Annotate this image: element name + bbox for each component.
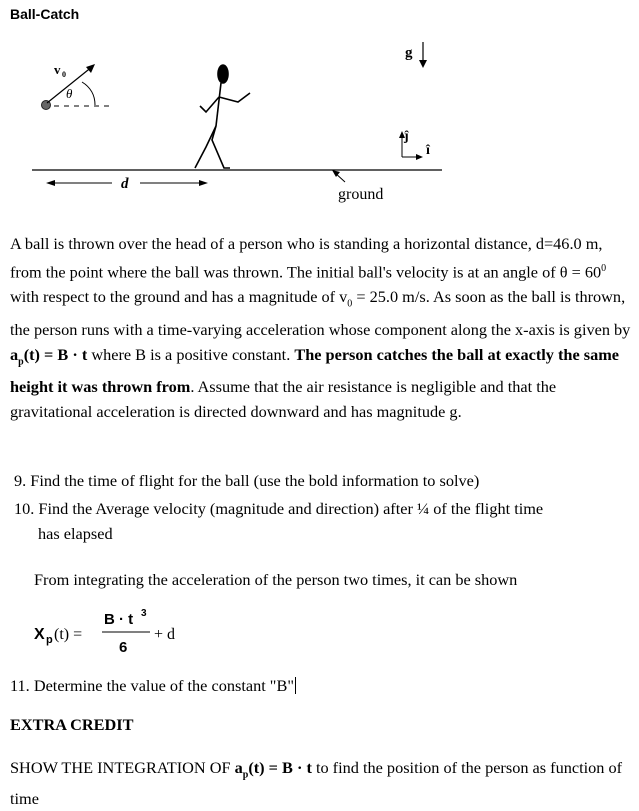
svg-text:p: p	[46, 634, 53, 646]
text-cursor	[295, 677, 296, 694]
svg-text:6: 6	[119, 639, 128, 656]
distance-arrowhead-right	[199, 180, 208, 186]
i-arrowhead	[416, 154, 423, 160]
theta-label: θ	[66, 86, 73, 101]
page-title: Ball-Catch	[10, 6, 80, 22]
position-formula	[34, 606, 234, 658]
angle-arc	[82, 82, 95, 105]
gravity-label: g	[405, 45, 413, 61]
question-9: 9. Find the time of flight for the ball (use the bold information to solve)	[14, 471, 480, 490]
gravity-arrowhead	[419, 60, 427, 68]
svg-text:X: X	[34, 626, 45, 643]
distance-label: d	[121, 176, 129, 192]
problem-statement: A ball is thrown over the head of a person who is standing a horizontal distance, d=46.0 m, from the point where the ball was thrown. The initial ball's velocity is at an angle of $\theta = 60^0$ with respect to the ground and has a magnitude of $v_0 = 25.0$ m/s. As soon as the ball is thrown, the person runs with a time-varying acceleration whose component along the x-axis is given by $a_p(t) = B \cdot t$ where B is a positive constant. The person catches the ball at exactly the same height it was thrown from. Assume that the air resistance is negligible and that the gravitational acceleration is directed downward and has magnitude g.	[10, 234, 631, 421]
svg-text:+ d: + d	[154, 626, 176, 643]
question-10: 10. Find the Average velocity (magnitude and direction) after ¼ of the flight time has elapsed	[14, 499, 544, 543]
extra-credit-prompt: SHOW THE INTEGRATION OF $a_p(t) = B \cdot t$ to find the position of the person as function of time	[10, 758, 623, 809]
ground-label: ground	[338, 186, 384, 203]
svg-text:3: 3	[141, 608, 147, 619]
integration-note: From integrating the acceleration of the person two times, it can be shown	[34, 570, 518, 589]
velocity-arrowhead	[86, 64, 95, 73]
v0-label: v	[54, 62, 61, 77]
problem-diagram	[0, 30, 460, 215]
bold-condition: The person catches the ball at exactly the same height it was thrown from	[10, 344, 620, 396]
question-11[interactable]: 11. Determine the value of the constant "B"	[10, 676, 294, 695]
j-label: ĵ	[404, 129, 409, 144]
person-figure	[195, 65, 250, 168]
extra-credit-heading: EXTRA CREDIT	[10, 715, 134, 734]
v0-subscript: 0	[62, 70, 66, 79]
distance-arrowhead-left	[46, 180, 55, 186]
svg-text:B · t: B · t	[104, 611, 134, 628]
i-label: î	[426, 143, 430, 158]
svg-text:(t) =: (t) =	[54, 626, 83, 643]
